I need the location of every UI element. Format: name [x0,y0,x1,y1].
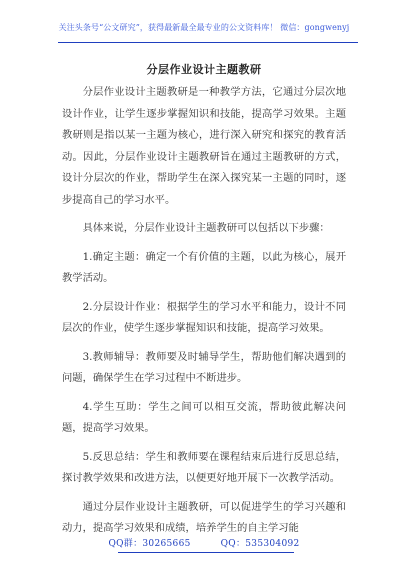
footer-qq: QQ：535304092 [220,539,300,549]
paragraph-step-3: 3.教师辅导：教师要及时辅导学生，帮助他们解决遇到的问题，确保学生在学习过程中不断进步。 [62,350,346,384]
header-banner: 关注头条号“公文研究”，获得最新最全最专业的公文资料库！ 微信：gongwenyj [58,23,350,32]
paragraph-steps-lead: 具体来说，分层作业设计主题教研可以包括以下步骤： [82,222,330,234]
paragraph-conclusion: 通过分层作业设计主题教研，可以促进学生的学习兴趣和动力，提高学习效果和成绩，培养学生的自主学习能 [62,500,346,534]
paragraph-step-2: 2.分层设计作业：根据学生的学习水平和能力，设计不同层次的作业，使学生逐步掌握知识和技能，提高学习效果。 [62,300,346,334]
paragraph-step-1: 1.确定主题：确定一个有价值的主题，以此为核心，展开教学活动。 [62,250,346,284]
paragraph-step-4: 4.学生互助：学生之间可以相互交流，帮助彼此解决问题，提高学习效果。 [62,400,346,434]
header-divider [58,42,358,43]
footer-contact [0,536,408,549]
document-body [62,82,346,547]
footer-divider [118,552,294,553]
paragraph-intro: 分层作业设计主题教研是一种教学方法，它通过分层次地设计作业，让学生逐步掌握知识和技能，提高学习效果。主题教研则是指以某一主题为核心，进行深入研究和探究的教育活动。因此，分层作业设计主题教研旨在通过主题教研的方式，设计分层次的作业，帮助学生在深入探究某一主题的同时，逐步提高自己的学习水平。 [62,86,346,206]
document-title: 分层作业设计主题教研 [146,63,262,76]
footer-qq-group: QQ群：30265665 [108,539,191,549]
paragraph-step-5: 5.反思总结：学生和教师要在课程结束后进行反思总结，探讨教学效果和改进方法，以便更好地开展下一次教学活动。 [62,450,346,484]
